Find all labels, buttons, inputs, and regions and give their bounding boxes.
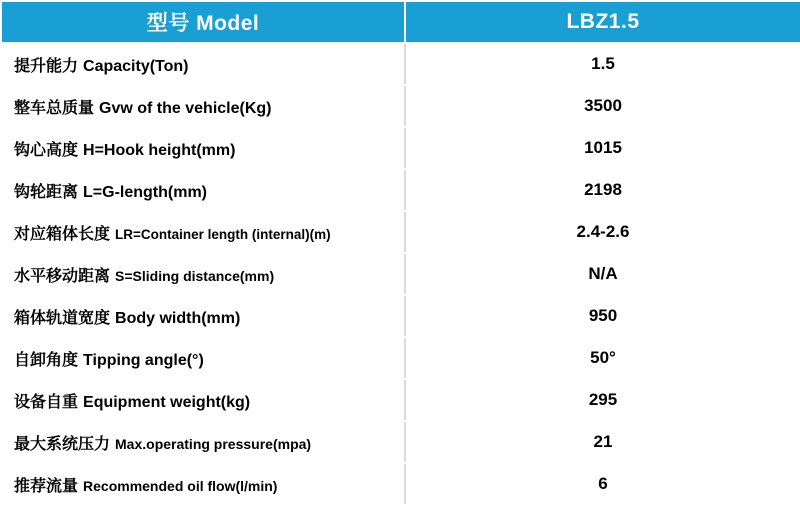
spec-label-cn: 设备自重 (14, 393, 79, 411)
spec-label-en: Max.operating pressure(mpa) (115, 435, 312, 452)
spec-label-cell (1, 379, 405, 421)
spec-label-cn: 水平移动距离 (14, 267, 111, 285)
spec-value-cell: N/A (405, 253, 800, 295)
spec-label-cn: 整车总质量 (14, 99, 95, 117)
spec-label-cell (1, 211, 405, 253)
spec-label-cn: 提升能力 (14, 57, 79, 75)
spec-label-cell (1, 169, 405, 211)
spec-label-en: Tipping angle(°) (83, 351, 204, 369)
spec-label-cell (1, 337, 405, 379)
spec-label-en: Equipment weight(kg) (83, 393, 251, 411)
spec-label-en: Recommended oil flow(l/min) (83, 477, 278, 494)
spec-label-cell (1, 253, 405, 295)
spec-label-en: S=Sliding distance(mm) (115, 267, 275, 284)
header-model-label: 型号 Model (1, 1, 405, 43)
table-row (1, 421, 800, 463)
header-row (1, 1, 800, 43)
spec-label-en: L=G-length(mm) (83, 183, 208, 201)
spec-label-en: LR=Container length (internal)(m) (115, 226, 331, 242)
table-row (1, 85, 800, 127)
spec-value-cell: 950 (405, 295, 800, 337)
spec-label-en: Body width(mm) (115, 309, 241, 327)
spec-label-en: Capacity(Ton) (83, 57, 189, 75)
table-row (1, 211, 800, 253)
header-model-value: LBZ1.5 (405, 1, 800, 43)
table-row (1, 295, 800, 337)
spec-label-cell (1, 85, 405, 127)
spec-label-cell (1, 295, 405, 337)
spec-value-cell: 1.5 (405, 43, 800, 85)
spec-value-cell: 3500 (405, 85, 800, 127)
table-row (1, 463, 800, 505)
spec-label-cell (1, 43, 405, 85)
spec-label-cn: 推荐流量 (14, 477, 79, 495)
spec-value-cell: 6 (405, 463, 800, 505)
spec-label-cn: 最大系统压力 (14, 435, 111, 453)
table-body (1, 43, 800, 505)
spec-value-cell: 1015 (405, 127, 800, 169)
spec-label-en: Gvw of the vehicle(Kg) (99, 99, 272, 117)
spec-label-cell (1, 463, 405, 505)
spec-value-cell: 50° (405, 337, 800, 379)
table-row (1, 253, 800, 295)
spec-label-cn: 箱体轨道宽度 (14, 309, 111, 327)
spec-label-cell (1, 421, 405, 463)
table-row (1, 337, 800, 379)
spec-label-cn: 对应箱体长度 (14, 225, 111, 243)
table-row (1, 379, 800, 421)
spec-label-cn: 钩心高度 (14, 141, 79, 159)
spec-value-cell: 21 (405, 421, 800, 463)
spec-label-cn: 钩轮距离 (14, 183, 79, 201)
table-header (1, 1, 800, 43)
spec-label-cn: 自卸角度 (14, 351, 79, 369)
spec-value-cell: 295 (405, 379, 800, 421)
table-row (1, 127, 800, 169)
table-row (1, 43, 800, 85)
table-row (1, 169, 800, 211)
spec-value-cell: 2.4-2.6 (405, 211, 800, 253)
spec-label-en: H=Hook height(mm) (83, 141, 236, 159)
spec-value-cell: 2198 (405, 169, 800, 211)
spec-label-cell (1, 127, 405, 169)
